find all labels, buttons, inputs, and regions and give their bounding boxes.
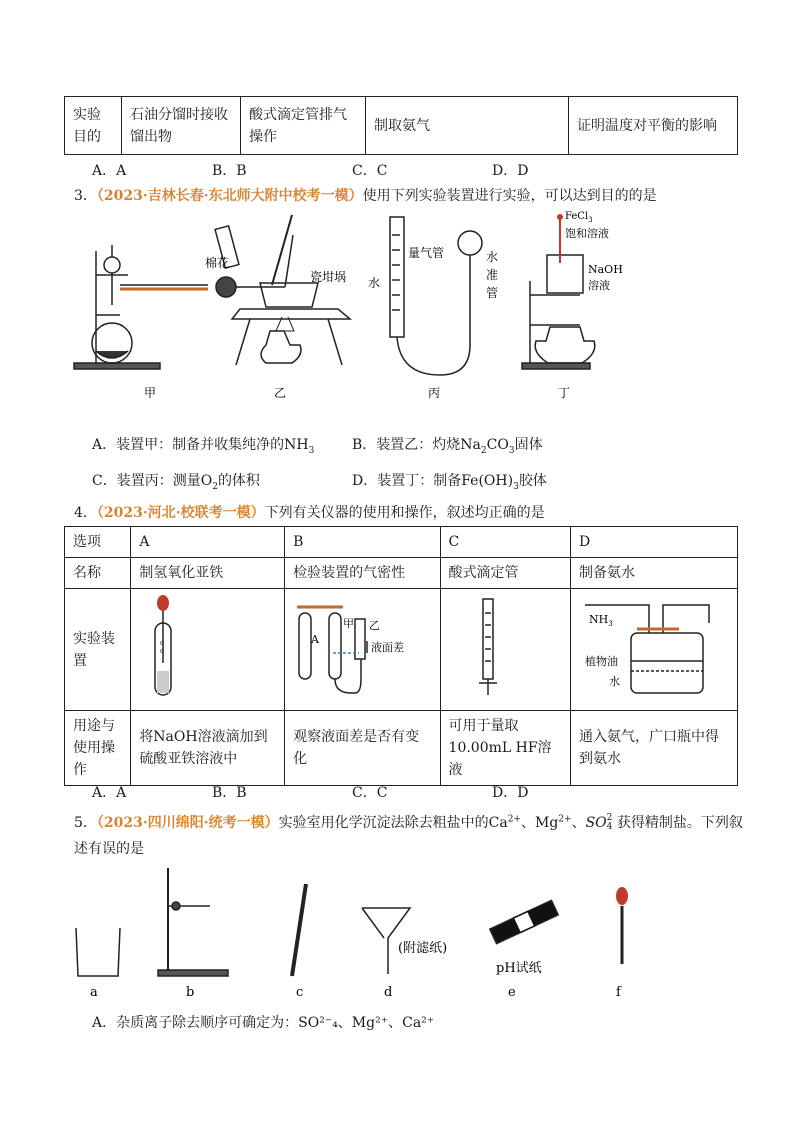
apparatus-test-tube-dropper [139,593,259,699]
device-d-cell [571,589,738,711]
label-oil: 植物油 [585,655,618,668]
q5-instruments-figure [60,860,750,1000]
label-level-difference: 液面差 [371,641,405,654]
option-d[interactable]: D．D [492,785,529,801]
table-row [65,527,738,558]
table-cell: 将NaOH溶液滴加到硫酸亚铁溶液中 [131,711,285,786]
q3-option-a[interactable]: A．装置甲：制备并收集纯净的$NH_3$ [92,437,315,456]
table-cell: 制备氨水 [571,558,738,589]
apparatus-bing [390,217,482,375]
label-ph-paper: pH试纸 [496,961,542,976]
caption-c: c [296,985,304,1000]
question-number: 5． [74,815,97,831]
table-cell: 可用于量取10.00mL HF溶液 [440,711,570,786]
table-cell: 制取氨气 [366,97,569,155]
option-b[interactable]: B．B [212,163,247,179]
q3-option-b[interactable]: B．装置乙：灼烧$Na_2CO_3$固体 [352,437,543,456]
dropper-icon [616,887,628,964]
caption-b: b [186,985,195,1000]
label-crucible: 瓷坩埚 [310,270,347,284]
question-source: （2023·河北·校联考一模） [96,505,265,521]
table-cell: 石油分馏时接收馏出物 [122,97,241,155]
table-cell: 选项 [65,527,131,558]
label-water: 水 [609,675,620,688]
device-c-cell [440,589,570,711]
table-cell: 酸式滴定管排气操作 [241,97,366,155]
caption-jia: 甲 [144,386,157,400]
label-level-tube: 管 [486,286,499,300]
label-naoh: NaOH [588,263,623,276]
table-cell: 检验装置的气密性 [285,558,440,589]
question-number: 4． [74,505,97,521]
table-cell: 证明温度对平衡的影响 [569,97,738,155]
apparatus-jia [74,226,293,369]
apparatus-u-tube [293,593,423,699]
q3-stem [74,185,657,205]
label-filter-paper: (附滤纸) [398,941,448,956]
apparatus-yi [232,215,350,365]
table-row [65,711,738,786]
label-a: A [311,633,320,646]
question-text: 使用下列实验装置进行实验，可以达到目的的是 [362,188,657,204]
q4-table [64,526,738,786]
question-text: 实验室用化学沉淀法除去粗盐中的 [278,815,489,831]
label-level-tube: 水 [486,250,499,264]
top-table [64,96,738,155]
glass-rod-icon [292,884,306,976]
table-cell: D [571,527,738,558]
q5-stem-line2: 述有误的是 [74,841,144,857]
table-cell: 名称 [65,558,131,589]
table-cell: 制氢氧化亚铁 [131,558,285,589]
caption-f: f [616,985,621,1000]
q5-stem: 5．（2023·四川绵阳·统考一模）实验室用化学沉淀法除去粗盐中的$Ca^{2+}$、$Mg^{2+}$、SO 2 4 获得精制盐。下列叙 [74,813,743,832]
caption-ding: 丁 [558,386,571,400]
q3-option-c[interactable]: C．装置丙：测量$O_2$的体积 [92,473,260,492]
caption-e: e [508,985,516,1000]
table-cell: C [440,527,570,558]
device-a-cell [131,589,285,711]
iron-stand-icon [158,868,228,976]
ph-paper-icon [490,900,558,943]
table-cell: 观察液面差是否有变化 [285,711,440,786]
table-header-cell: 实验目的 [65,97,122,155]
question-text: 下列有关仪器的使用和操作，叙述均正确的是 [264,505,545,521]
label-nh3: $NH_3$ [589,613,613,628]
table-row [65,589,738,711]
caption-bing: 丙 [428,386,441,400]
q3-apparatus-figure [60,205,750,405]
label-fecl3: FeCl$_3$ [565,211,593,224]
option-c[interactable]: C．C [352,163,388,179]
caption-d: d [384,985,393,1000]
beaker-icon [76,928,120,976]
label-cotton: 棉花 [205,256,230,270]
option-c[interactable]: C．C [352,785,388,801]
label-level-tube: 准 [486,268,499,282]
svg-text:o: o [160,647,165,655]
table-cell: 通入氨气，广口瓶中得到氨水 [571,711,738,786]
device-b-cell [285,589,440,711]
apparatus-gas-bottle [579,593,729,699]
option-b[interactable]: B．B [212,785,247,801]
option-a[interactable]: A．A [92,163,127,179]
q5-option-a[interactable]: A．杂质离子除去顺序可确定为：SO²⁻₄、Mg²⁺、Ca²⁺ [92,1015,435,1031]
table-cell: 用途与使用操作 [65,711,131,786]
question-source: （2023·四川绵阳·统考一模） [96,815,279,831]
label-saturated-solution: 饱和溶液 [565,227,609,240]
caption-a: a [90,985,98,1000]
table-cell: B [285,527,440,558]
table-cell: A [131,527,285,558]
label-gas-tube: 量气管 [408,246,445,260]
q3-option-d[interactable]: D．装置丁：制备$Fe(OH)_3$胶体 [352,473,547,492]
table-row [65,558,738,589]
option-d[interactable]: D．D [492,163,529,179]
label-jia: 甲 [343,617,355,630]
table-cell: 实验装置 [65,589,131,711]
q4-stem [74,502,545,522]
svg-text:o: o [160,639,165,647]
table-cell: 酸式滴定管 [440,558,570,589]
question-number: 3． [74,188,97,204]
option-a[interactable]: A．A [92,785,127,801]
caption-yi: 乙 [274,386,287,400]
apparatus-burette [449,593,549,699]
question-source: （2023·吉林长春·东北师大附中校考一模） [96,188,363,204]
label-water: 水 [368,276,381,290]
label-solution: 溶液 [588,279,610,292]
label-yi: 乙 [369,619,381,632]
